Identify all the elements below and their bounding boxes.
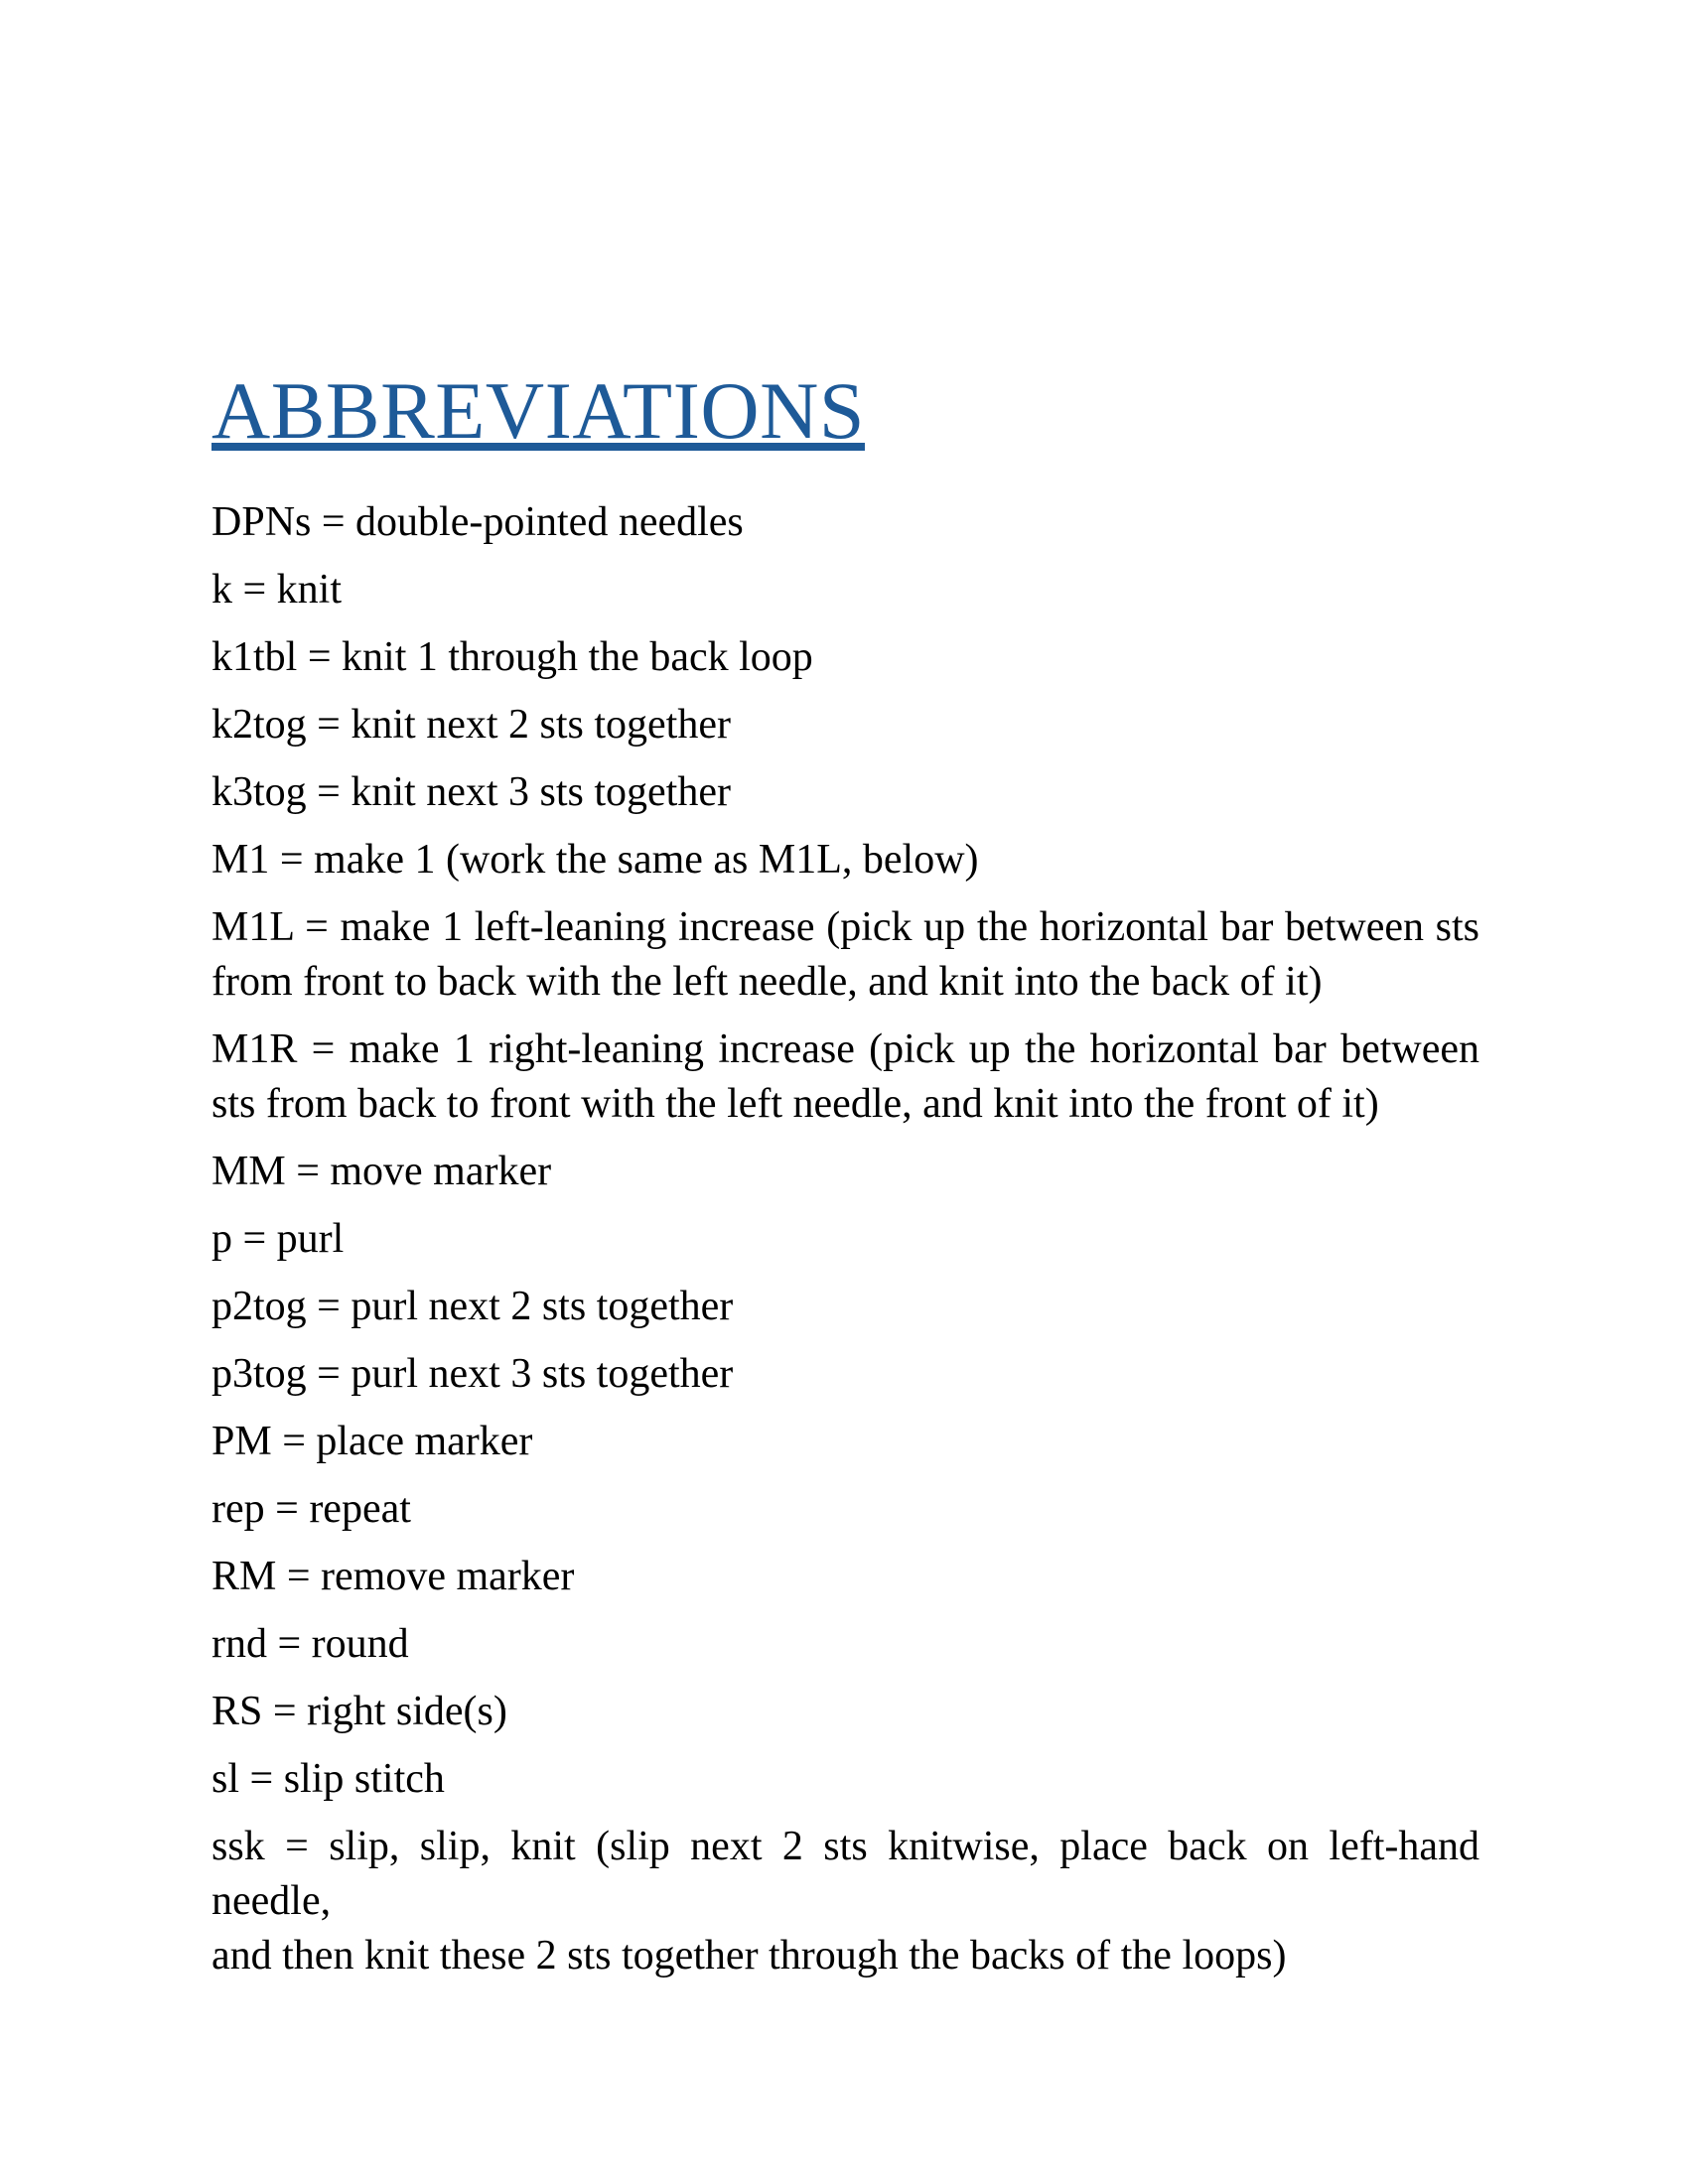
abbreviations-list	[211, 495, 1479, 1983]
abbreviation-entry	[211, 900, 1479, 1010]
abbreviation-entry	[211, 630, 1479, 685]
abbreviation-entry	[211, 1280, 1479, 1334]
entry-line: k = knit	[211, 567, 343, 613]
abbreviation-entry	[211, 1550, 1479, 1604]
entry-line: from front to back with the left needle, and knit into the back of it)	[211, 959, 1323, 1005]
abbreviation-entry	[211, 1820, 1479, 1983]
entry-line: MM = move marker	[211, 1149, 552, 1194]
entry-line: rnd = round	[211, 1621, 409, 1667]
abbreviation-entry	[211, 1347, 1479, 1402]
entry-line: RM = remove marker	[211, 1554, 575, 1599]
entry-line: p2tog = purl next 2 sts together	[211, 1284, 734, 1329]
abbreviation-entry	[211, 1212, 1479, 1267]
abbreviation-entry	[211, 495, 1479, 550]
page-title: ABBREVIATIONS	[211, 365, 865, 456]
entry-line: k1tbl = knit 1 through the back loop	[211, 634, 813, 680]
abbreviation-entry	[211, 1023, 1479, 1132]
entry-line: and then knit these 2 sts together through the backs of the loops)	[211, 1933, 1287, 1979]
abbreviation-entry	[211, 1482, 1479, 1537]
entry-line: ssk = slip, slip, knit (slip next 2 sts knitwise, place back on left-hand needle,	[211, 1824, 1479, 1924]
entry-line: M1R = make 1 right-leaning increase (pick up the horizontal bar between	[211, 1026, 1479, 1072]
entry-line: DPNs = double-pointed needles	[211, 499, 744, 545]
abbreviation-entry	[211, 1415, 1479, 1469]
entry-line: k3tog = knit next 3 sts together	[211, 769, 731, 815]
entry-line: M1 = make 1 (work the same as M1L, below)	[211, 837, 979, 883]
abbreviation-entry	[211, 563, 1479, 617]
entry-line: p3tog = purl next 3 sts together	[211, 1351, 734, 1397]
abbreviation-entry	[211, 1145, 1479, 1199]
abbreviation-entry	[211, 1752, 1479, 1807]
abbreviation-entry	[211, 1617, 1479, 1672]
abbreviation-entry	[211, 698, 1479, 752]
entry-line: k2tog = knit next 2 sts together	[211, 702, 731, 748]
abbreviation-entry	[211, 833, 1479, 887]
abbreviation-entry	[211, 765, 1479, 820]
entry-line: rep = repeat	[211, 1486, 411, 1532]
entry-line: RS = right side(s)	[211, 1689, 507, 1734]
entry-line: sts from back to front with the left needle, and knit into the front of it)	[211, 1081, 1379, 1127]
entry-line: PM = place marker	[211, 1419, 533, 1464]
entry-line: sl = slip stitch	[211, 1756, 445, 1802]
entry-line: M1L = make 1 left-leaning increase (pick up the horizontal bar between sts	[211, 904, 1479, 950]
abbreviation-entry	[211, 1685, 1479, 1739]
entry-line: p = purl	[211, 1216, 345, 1262]
